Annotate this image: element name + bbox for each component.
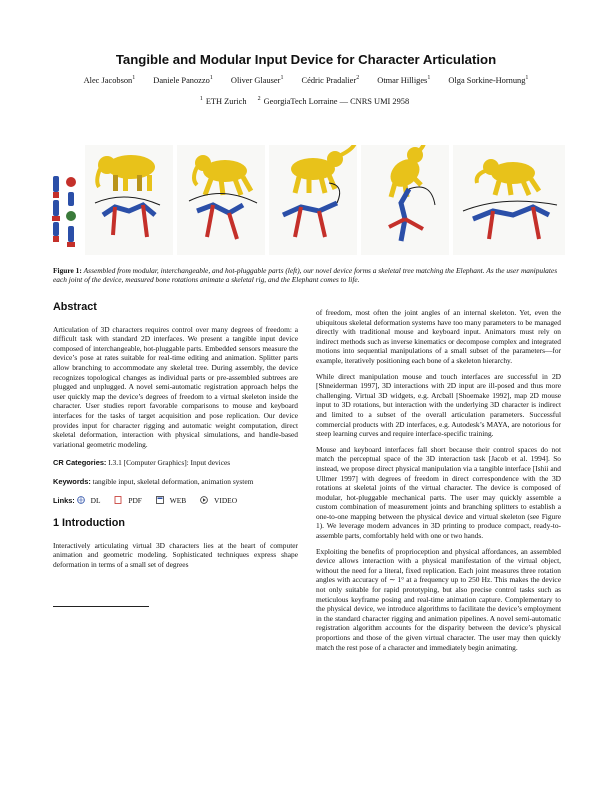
paragraph: Mouse and keyboard interfaces fall short because their control spaces do not match the perceptual space of the 3D interaction task [Jacob et al. 1994]. So instead, we propose direct physical manipulation via a tangible interface [Ishii and Ullmer 1997] with degrees of freedom in direct correspondence with the 3D rotations at skeletal joints of the virtual character. The device is composed of modular, hot-pluggable mechanical parts. The user may quickly assemble a custom combination of measurement joints and branching splitters to establish a one-to-one mapping between the physical device and virtual skeleton (see Figure 1). We leverage modern advances in 3D printing to produce compact, ready-to-assemble parts, comfortably held with one or two hands. (316, 444, 561, 541)
figure-panel (361, 145, 449, 255)
affiliation: $^2$ GeorgiaTech Lorraine — CNRS UMI 2958 (257, 96, 410, 106)
author: Alec Jacobson$^1$ (83, 75, 136, 85)
pdf-icon (114, 496, 122, 504)
abstract-text: Articulation of 3D characters requires control over many degrees of freedom: a difficult task with standard 2D interfaces. We present a tangible input device composed of interchangeable, hot-pluggable parts. Embedded sensors measure the device’s pose at rates suitable for real-time editing and animation. Splitter parts allow branching to accommodate any skeletal tree. During assembly, the device recognizes topological changes as individual parts or pre-assembled subtrees are plugged and unplugged. A novel semi-automatic registration approach helps the user quickly map the device’s degrees of freedom to a virtual skeleton inside the character. User studies report favorable comparisons to mouse and keyboard interfaces for the tasks of target acquisition and pose replication. Our device provides input for character rigging and automatic weight computation, direct skeletal deformation, interaction with physical simulations, and handle-based variational geometric modeling. (53, 324, 298, 449)
author: Oliver Glauser$^1$ (230, 75, 284, 85)
web-icon (156, 496, 164, 504)
right-column (316, 308, 561, 658)
intro-heading: 1 Introduction (53, 517, 125, 530)
link-video[interactable]: VIDEO (200, 496, 243, 505)
author: Otmar Hilliges$^1$ (377, 75, 431, 85)
paragraph: Exploiting the benefits of proprioception and physical affordances, an assembled device allows interaction with a physical manifestation of the virtual object, without the need for a literal, fixed replication. Each joint measures three rotation angles with accuracy of ∼ 1° at a frequency up to 250 Hz. This makes the device not only suitable for rapid prototyping, but also precise control tasks such as meticulous keyframe posing and real-time animation capture. Complementary to the physical device, we introduce algorithms to facilitate the device’s employment in the standard character rigging and animation pipelines. A novel semi-automatic registration algorithm accounts for the disparity between the device’s physical proportions and those of the given virtual character. The user may then quickly match the rest pose of a character and immediately begin animating. (316, 546, 561, 652)
affiliations (0, 96, 612, 106)
figure-panel (177, 145, 265, 255)
figure-caption: Figure 1: Assembled from modular, interchangeable, and hot-pluggable parts (left), our novel device forms a skeletal tree matching the Elephant. As the user manipulates each joint of the device, measured bone rotations animate a skeletal rig, and the Elephant comes to life. (53, 266, 558, 285)
links: Links: DL PDF WEB VIDEO (53, 496, 298, 506)
keywords: Keywords: tangible input, skeletal deformation, animation system (53, 476, 254, 486)
paper-title: Tangible and Modular Input Device for Character Articulation (115, 52, 497, 67)
link-web[interactable]: WEB (156, 496, 192, 505)
footnote-rule (53, 606, 149, 607)
abstract-heading: Abstract (53, 301, 97, 313)
link-dl[interactable]: DL (77, 496, 107, 505)
teaser-figure (49, 145, 565, 255)
globe-icon (77, 496, 85, 504)
affiliation: $^1$ ETH Zurich (199, 96, 247, 106)
intro-paragraph: Interactively articulating virtual 3D characters lies at the heart of computer animation and geometric modeling. Sophisticated techniques express shape deformation in terms of a small set of degrees (53, 540, 298, 569)
author-list (0, 75, 612, 85)
video-icon (200, 496, 208, 504)
author: Daniele Panozzo$^1$ (153, 75, 213, 85)
author: Olga Sorkine-Hornung$^1$ (448, 75, 529, 85)
paragraph: While direct manipulation mouse and touch interfaces are successful in 2D [Shneiderman 1997], 3D interactions with 2D input are ill-posed and thus more challenging. Virtual 3D widgets, e.g. Arcball [Shoemake 1992], map 2D mouse input to 3D rotations, but interaction with the underlying 3D character is indirect and limited to a subset of the overall articulation parameters. Successful commercial products with 2D interfaces, e.g. Autodesk’s MAYA, are notorious for steep learning curves and require interface-specific training. (316, 371, 561, 439)
cr-categories: CR Categories: I.3.1 [Computer Graphics]: Input devices (53, 458, 231, 468)
author: Cédric Pradalier$^2$ (301, 75, 360, 85)
link-pdf[interactable]: PDF (114, 496, 148, 505)
left-column (53, 303, 298, 575)
figure-panel (85, 145, 173, 255)
paragraph: of freedom, most often the joint angles of an internal skeleton. Yet, even the ubiquitous skeletal deformation systems have too many parameters to be managed directly with traditional mouse and keyboard input. Animators must rely on indirect methods such as inverse kinematics or decompose complex and integrated motions into sequential manipulations of a small subset of the parameters—for example, iteratively positioning each bone of a skeleton hierarchy. (316, 308, 561, 365)
figure-panel (269, 145, 357, 255)
figure-panel (453, 145, 565, 255)
